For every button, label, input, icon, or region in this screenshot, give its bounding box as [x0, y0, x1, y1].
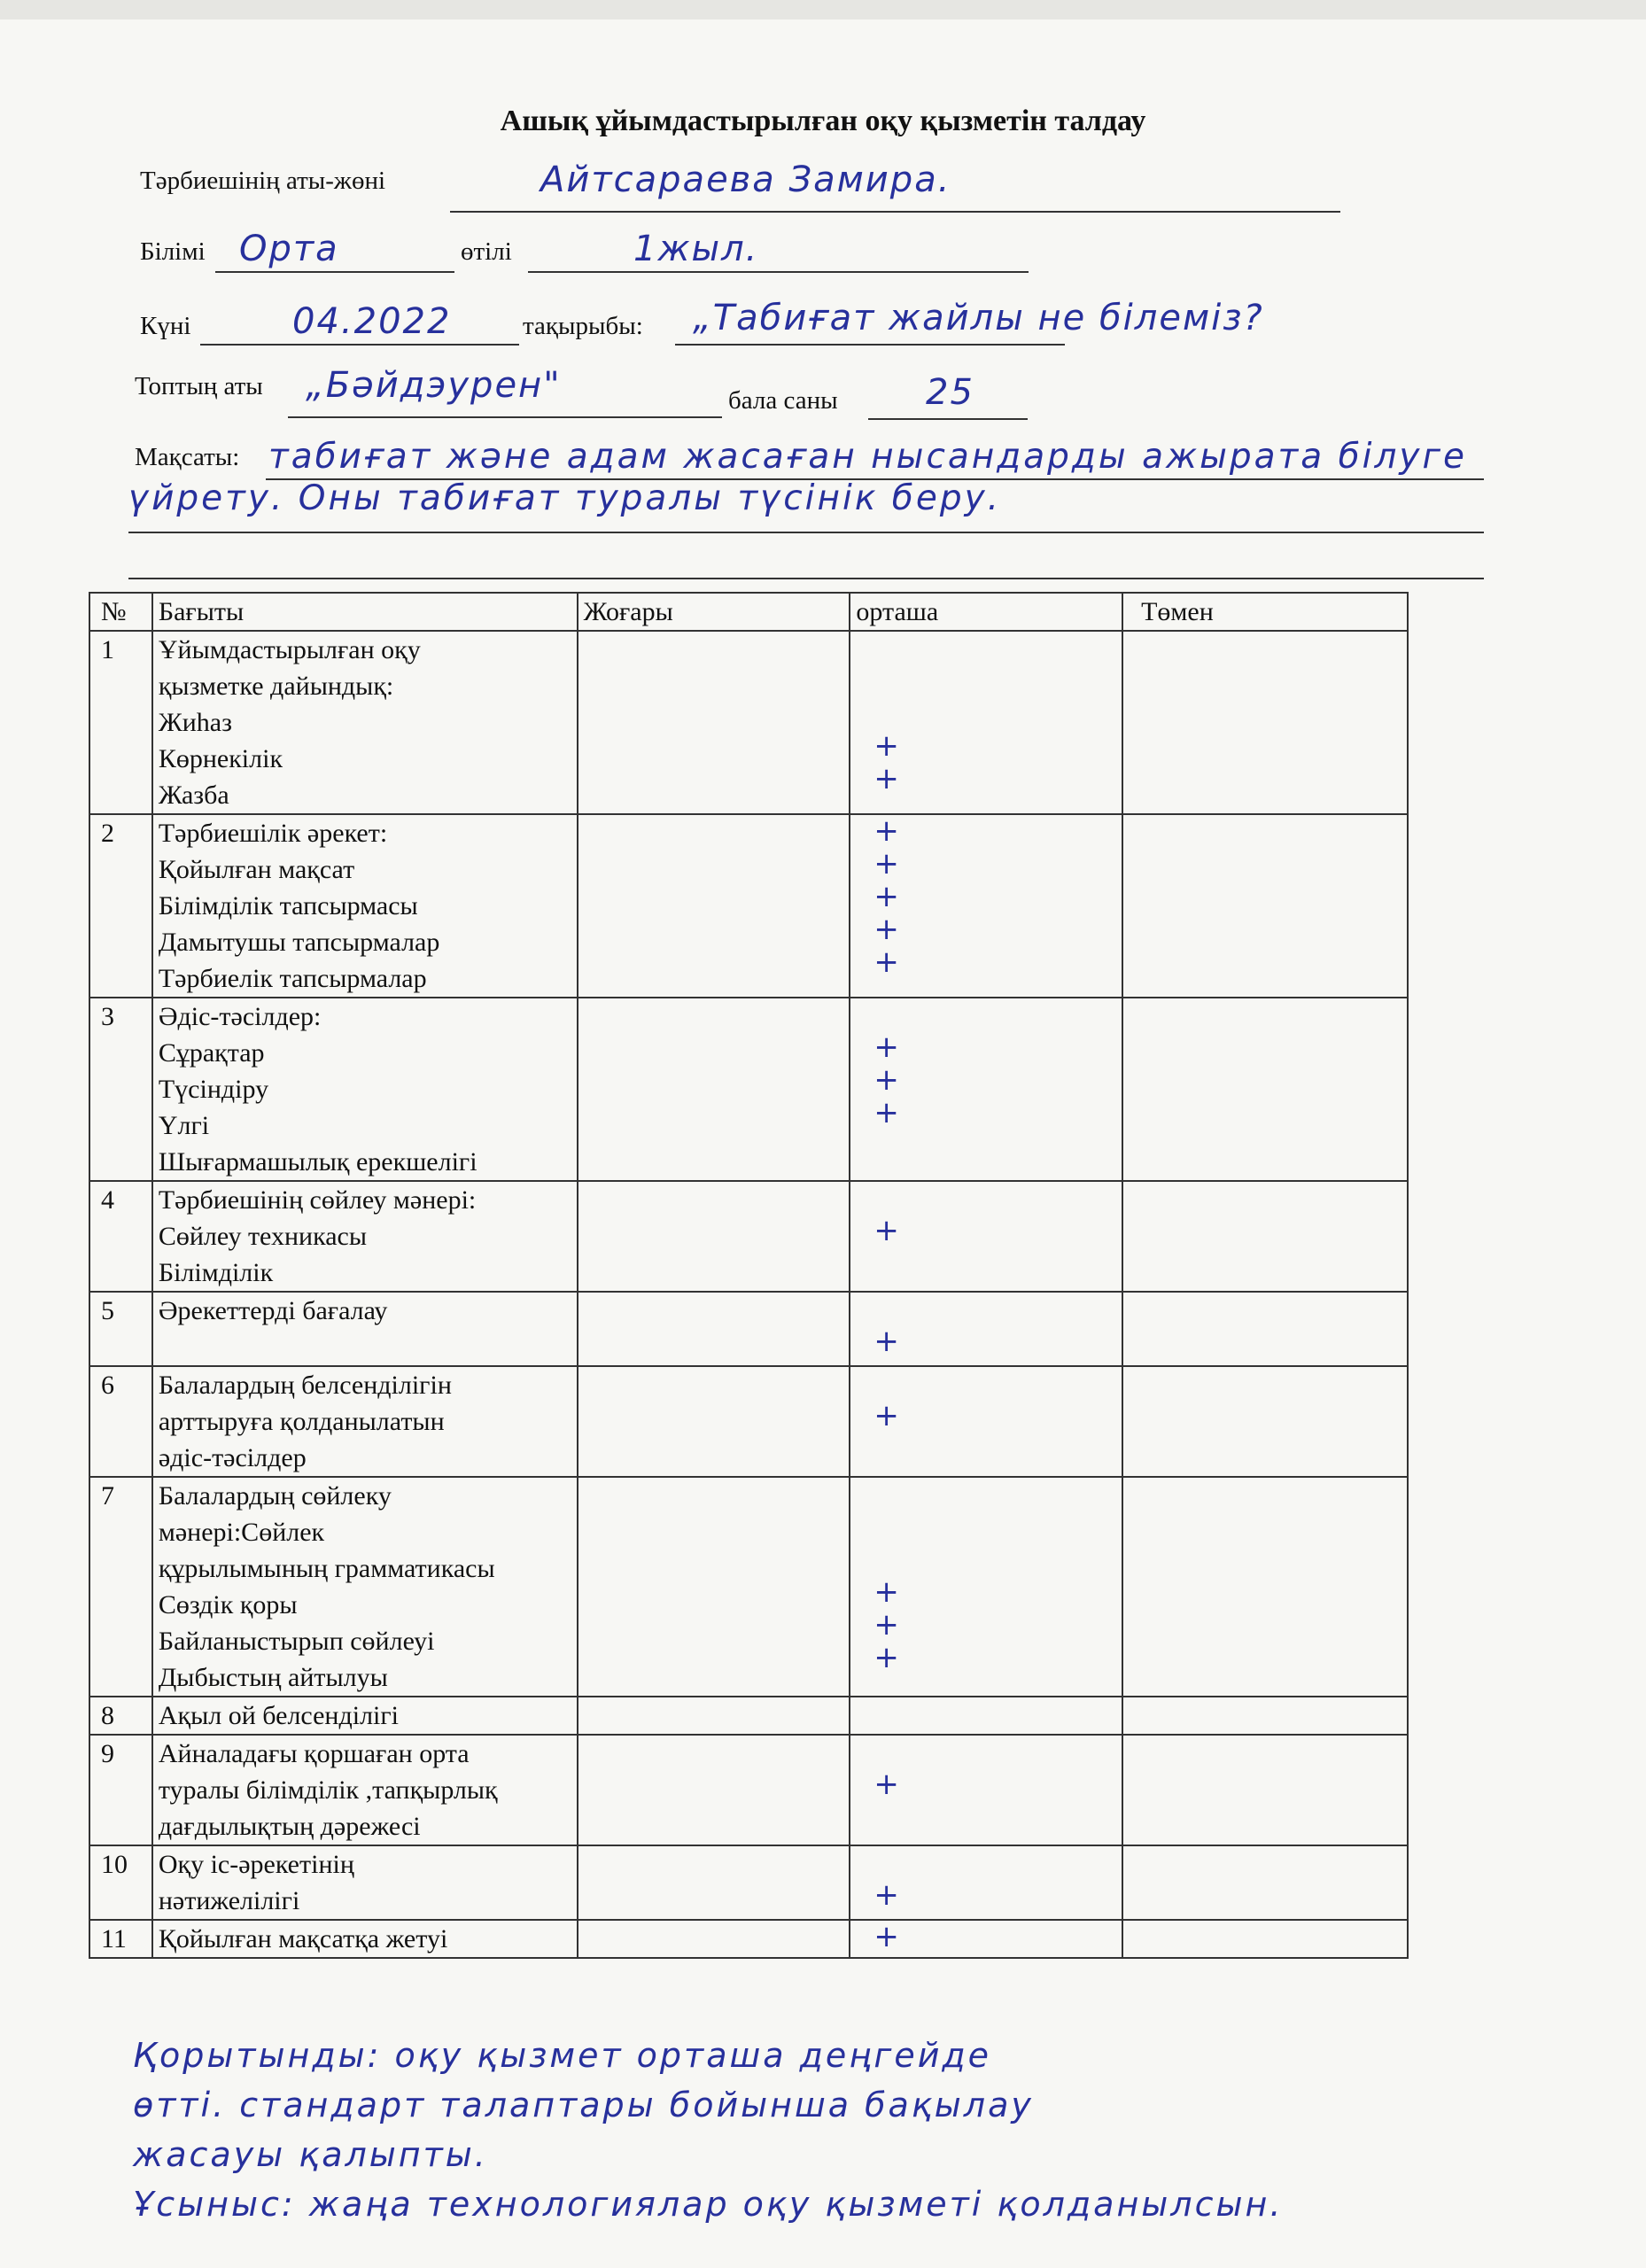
table-row: [89, 1697, 1408, 1735]
check-mark: +: [873, 1607, 899, 1643]
high-cell: [578, 1920, 850, 1958]
date-value: 04.2022: [292, 301, 452, 342]
check-mark: [856, 1367, 1116, 1400]
row-direction: [152, 1366, 578, 1477]
table-row: [89, 1477, 1408, 1697]
date-label: Күні: [140, 312, 191, 340]
direction-line: әдіс-тәсілдер: [158, 1443, 307, 1472]
direction-line: Әрекеттерді бағалау: [158, 1296, 388, 1325]
check-mark: +: [873, 1919, 899, 1954]
check-mark: +: [873, 1877, 899, 1913]
table-row: [89, 1366, 1408, 1477]
experience-label: өтілі: [461, 237, 512, 266]
high-cell: [578, 1181, 850, 1292]
row-direction: [152, 998, 578, 1181]
high-cell: [578, 1697, 850, 1735]
direction-line: Байланыстырып сөйлеуі: [158, 1627, 435, 1656]
row-direction: [152, 1697, 578, 1735]
direction-line: Сөздік қоры: [158, 1590, 298, 1619]
row-direction: [152, 1181, 578, 1292]
average-cell: [850, 1477, 1122, 1697]
row-direction: [152, 814, 578, 998]
average-cell: [850, 1697, 1122, 1735]
teacher-line: [450, 211, 1340, 213]
direction-line: Сұрақтар: [158, 1038, 265, 1068]
row-number: 1: [89, 631, 152, 814]
high-cell: [578, 1366, 850, 1477]
header-number: №: [89, 593, 152, 631]
table-row: [89, 814, 1408, 998]
direction-line: Жазба: [158, 781, 229, 810]
check-mark: [856, 1846, 1116, 1879]
average-cell: [850, 1735, 1122, 1845]
table-row: [89, 1181, 1408, 1292]
experience-line: [528, 271, 1029, 273]
check-mark: +: [873, 1640, 899, 1675]
row-direction: [152, 1292, 578, 1366]
direction-line: Дыбыстың айтылуы: [158, 1663, 388, 1692]
topic-value: „Табиғат жайлы не білеміз?: [693, 298, 1264, 338]
direction-line: құрылымының грамматикасы: [158, 1554, 495, 1583]
header-low: Төмен: [1122, 593, 1408, 631]
low-cell: [1122, 1920, 1408, 1958]
check-mark: +: [873, 813, 899, 849]
check-mark: [856, 697, 1116, 730]
high-cell: [578, 1845, 850, 1920]
topic-line: [675, 344, 1065, 346]
experience-value: 1жыл.: [633, 229, 759, 269]
header-high: Жоғары: [578, 593, 850, 631]
low-cell: [1122, 1697, 1408, 1735]
table-row: [89, 1845, 1408, 1920]
children-line: [868, 418, 1028, 420]
row-number: 3: [89, 998, 152, 1181]
high-cell: [578, 814, 850, 998]
direction-line: Білімділік тапсырмасы: [158, 891, 418, 920]
children-value: 25: [926, 372, 974, 413]
direction-line: Көрнекілік: [158, 744, 283, 773]
check-mark: +: [873, 1213, 899, 1248]
teacher-label: Тәрбиешінің аты-жөні: [140, 167, 386, 195]
low-cell: [1122, 631, 1408, 814]
check-mark: [856, 1182, 1116, 1215]
average-cell: [850, 1366, 1122, 1477]
education-value: Орта: [239, 229, 339, 269]
teacher-value: Айтсараева Замира.: [540, 159, 951, 200]
header-average: орташа: [850, 593, 1122, 631]
average-cell: [850, 814, 1122, 998]
direction-line: Қойылған мақсатқа жетуі: [158, 1924, 448, 1953]
direction-line: Ұйымдастырылған оқу: [158, 635, 421, 664]
low-cell: [1122, 1845, 1408, 1920]
direction-line: Тәрбиешінің сөйлеу мәнері:: [158, 1185, 477, 1215]
conclusion-block: [133, 2031, 1550, 2229]
row-number: 5: [89, 1292, 152, 1366]
row-direction: [152, 1477, 578, 1697]
group-line: [288, 416, 722, 418]
high-cell: [578, 1735, 850, 1845]
direction-line: туралы білімділік ,тапқырлық: [158, 1775, 498, 1805]
row-direction: [152, 1845, 578, 1920]
average-cell: [850, 998, 1122, 1181]
direction-line: мәнері:Сөйлек: [158, 1518, 325, 1547]
group-value: „Бәйдэурен": [306, 365, 562, 406]
goal-line-3: [128, 578, 1484, 579]
direction-line: Түсіндіру: [158, 1075, 269, 1104]
check-mark: +: [873, 1062, 899, 1098]
high-cell: [578, 1477, 850, 1697]
goal-label: Мақсаты:: [135, 443, 240, 471]
direction-line: Тәрбиешілік әрекет:: [158, 819, 388, 848]
topic-label: тақырыбы:: [523, 312, 643, 340]
table-row: [89, 631, 1408, 814]
row-number: 2: [89, 814, 152, 998]
check-mark: +: [873, 1324, 899, 1359]
direction-line: Тәрбиелік тапсырмалар: [158, 964, 427, 993]
direction-line: Ақыл ой белсенділігі: [158, 1701, 400, 1730]
goal-line-2: [128, 532, 1484, 533]
check-mark: +: [873, 1029, 899, 1065]
low-cell: [1122, 1735, 1408, 1845]
table-header-row: [89, 593, 1408, 631]
check-mark: +: [873, 879, 899, 914]
group-label: Топтың аты: [135, 372, 263, 400]
average-cell: [850, 1181, 1122, 1292]
check-mark: +: [873, 1095, 899, 1130]
check-mark: +: [873, 1398, 899, 1433]
direction-line: арттыруға қолданылатын: [158, 1407, 445, 1436]
education-label: Білімі: [140, 237, 206, 266]
row-number: 6: [89, 1366, 152, 1477]
average-cell: [850, 1292, 1122, 1366]
evaluation-table: [89, 592, 1409, 1959]
direction-line: Оқу іс-әрекетінің: [158, 1850, 354, 1879]
direction-line: Білімділік: [158, 1258, 274, 1287]
conclusion-line: жасауы қалыпты.: [133, 2135, 488, 2174]
education-line: [215, 271, 454, 273]
table-row: [89, 1292, 1408, 1366]
row-direction: [152, 1920, 578, 1958]
document-title: Ашық ұйымдастырылған оқу қызметін талдау: [500, 105, 1146, 137]
conclusion-line: өтті. стандарт талаптары бойынша бақылау: [133, 2085, 1034, 2124]
check-mark: +: [873, 728, 899, 764]
direction-line: қызметке дайындық:: [158, 672, 394, 701]
table-row: [89, 1920, 1408, 1958]
check-mark: +: [873, 846, 899, 882]
row-number: 8: [89, 1697, 152, 1735]
table-body: [89, 631, 1408, 1958]
direction-line: Жиһаз: [158, 708, 232, 737]
direction-line: Үлгі: [158, 1111, 210, 1140]
direction-line: дағдылықтың дәрежесі: [158, 1812, 421, 1841]
date-line: [200, 344, 519, 346]
row-number: 4: [89, 1181, 152, 1292]
direction-line: Балалардың сөйлеку: [158, 1481, 392, 1511]
table-row: [89, 998, 1408, 1181]
low-cell: [1122, 814, 1408, 998]
check-mark: [856, 1511, 1116, 1543]
low-cell: [1122, 998, 1408, 1181]
check-mark: +: [873, 1574, 899, 1610]
high-cell: [578, 1292, 850, 1366]
direction-line: Қойылған мақсат: [158, 855, 355, 884]
low-cell: [1122, 1366, 1408, 1477]
row-number: 7: [89, 1477, 152, 1697]
check-mark: +: [873, 1767, 899, 1802]
direction-line: [159, 1329, 571, 1365]
check-mark: +: [873, 761, 899, 796]
check-mark: +: [873, 944, 899, 980]
direction-line: Сөйлеу техникасы: [158, 1222, 367, 1251]
row-number: 10: [89, 1845, 152, 1920]
check-mark: [856, 632, 1116, 664]
direction-line: Балалардың белсенділігін: [158, 1371, 452, 1400]
table-row: [89, 1735, 1408, 1845]
direction-line: Әдіс-тәсілдер:: [158, 1002, 322, 1031]
check-mark: [856, 998, 1116, 1031]
direction-line: Дамытушы тапсырмалар: [158, 928, 440, 957]
header-direction: Бағыты: [152, 593, 578, 631]
low-cell: [1122, 1181, 1408, 1292]
low-cell: [1122, 1477, 1408, 1697]
row-number: 9: [89, 1735, 152, 1845]
direction-line: нәтижелілігі: [158, 1886, 300, 1915]
check-mark: [856, 1293, 1116, 1325]
check-mark: [856, 1478, 1116, 1511]
check-mark: [856, 1736, 1116, 1768]
row-number: 11: [89, 1920, 152, 1958]
low-cell: [1122, 1292, 1408, 1366]
high-cell: [578, 998, 850, 1181]
average-cell: [850, 1920, 1122, 1958]
children-label: бала саны: [728, 386, 838, 415]
direction-line: Шығармашылық ерекшелігі: [158, 1147, 477, 1177]
check-mark: +: [873, 912, 899, 947]
direction-line: Айналадағы қоршаған орта: [158, 1739, 470, 1768]
conclusion-line: Қорытынды: оқу қызмет орташа деңгейде: [133, 2036, 992, 2075]
high-cell: [578, 631, 850, 814]
row-direction: [152, 1735, 578, 1845]
average-cell: [850, 1845, 1122, 1920]
goal-value: табиғат және адам жасаған нысандарды ажырата білуге үйрету. Оны табиғат туралы түсінік беру.: [128, 437, 1467, 518]
check-mark: [856, 1543, 1116, 1576]
recommendation-line: Ұсыныс: жаңа технологиялар оқу қызметі қолданылсын.: [133, 2185, 1284, 2224]
average-cell: [850, 631, 1122, 814]
check-mark: [856, 664, 1116, 697]
row-direction: [152, 631, 578, 814]
